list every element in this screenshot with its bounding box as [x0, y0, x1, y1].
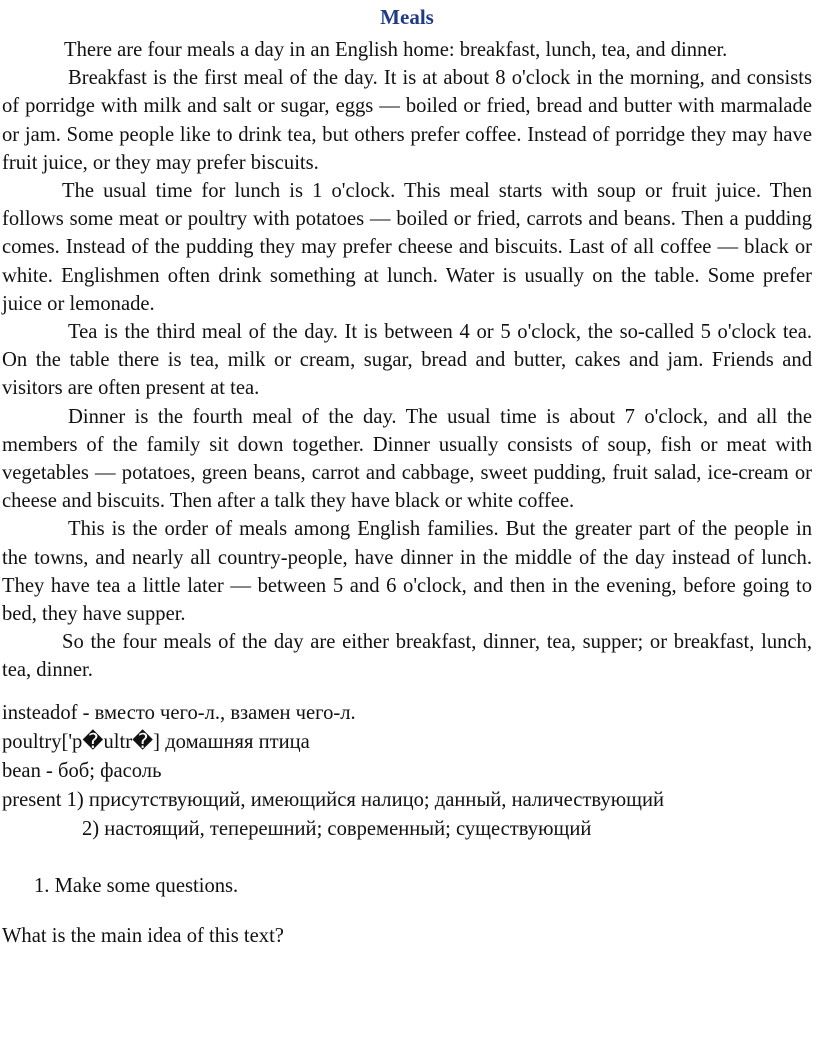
- paragraph-tea: Tea is the third meal of the day. It is between 4 or 5 o'clock, the so-called 5 o'clock tea. On the table there is tea, milk or cream, sugar, bread and butter, cakes and jam. Friends and visitors are often present at tea.: [2, 321, 812, 400]
- task-item: 1. Make some questions.: [34, 874, 239, 897]
- vocab-entry-poultry: poultry['p�ultr�] домашняя птица: [2, 730, 310, 753]
- document-page: [0, 4, 816, 1054]
- vocab-entry-present-sense-2: 2) настоящий, теперешний; современный; существующий: [82, 817, 592, 840]
- vocab-entry-present: present 1) присутствующий, имеющийся налицо; данный, наличествующий: [2, 788, 664, 811]
- question-text: What is the main idea of this text?: [2, 924, 284, 947]
- paragraph-dinner: Dinner is the fourth meal of the day. The usual time is about 7 o'clock, and all the members of the family sit down together. Dinner usually consists of soup, fish or meat with vegetables — potatoes, green beans, carrot and cabbage, sweet pudding, fruit salad, ice-cream or cheese and biscuits. Then after a talk they have black or white coffee.: [2, 405, 812, 513]
- vocab-entry-insteadof: insteadof - вместо чего-л., взамен чего-л.: [2, 701, 356, 724]
- paragraph-breakfast: Breakfast is the first meal of the day. It is at about 8 o'clock in the morning, and consists of porridge with milk and salt or sugar, eggs — boiled or fried, bread and butter with marmalade or jam. Some people like to drink tea, but others prefer coffee. Instead of porridge they may have fruit juice, or they may prefer biscuits.: [2, 67, 812, 174]
- paragraph-summary: So the four meals of the day are either breakfast, dinner, tea, supper; or breakfast, lunch, tea, dinner.: [2, 631, 812, 682]
- paragraph-lunch: The usual time for lunch is 1 o'clock. This meal starts with soup or fruit juice. Then follows some meat or poultry with potatoes — boiled or fried, carrots and beans. Then a pudding comes. Instead of the pudding they may prefer cheese and biscuits. Last of all coffee — black or white. Englishmen often drink something at lunch. Water is usually on the table. Some prefer juice or lemonade.: [2, 180, 812, 315]
- paragraph-intro: There are four meals a day in an English home: breakfast, lunch, tea, and dinner.: [64, 39, 728, 61]
- vocab-entry-bean: bean - боб; фасоль: [2, 759, 162, 782]
- paragraph-order: This is the order of meals among English families. But the greater part of the people in the towns, and nearly all country-people, have dinner in the middle of the day instead of lunch. They have tea a little later — between 5 and 6 o'clock, and then in the evening, before going to bed, they have supper.: [2, 518, 812, 626]
- task-list: [2, 872, 812, 900]
- reading-text: [2, 36, 812, 685]
- vocabulary-list: [2, 699, 812, 844]
- document-title: Meals: [380, 5, 434, 29]
